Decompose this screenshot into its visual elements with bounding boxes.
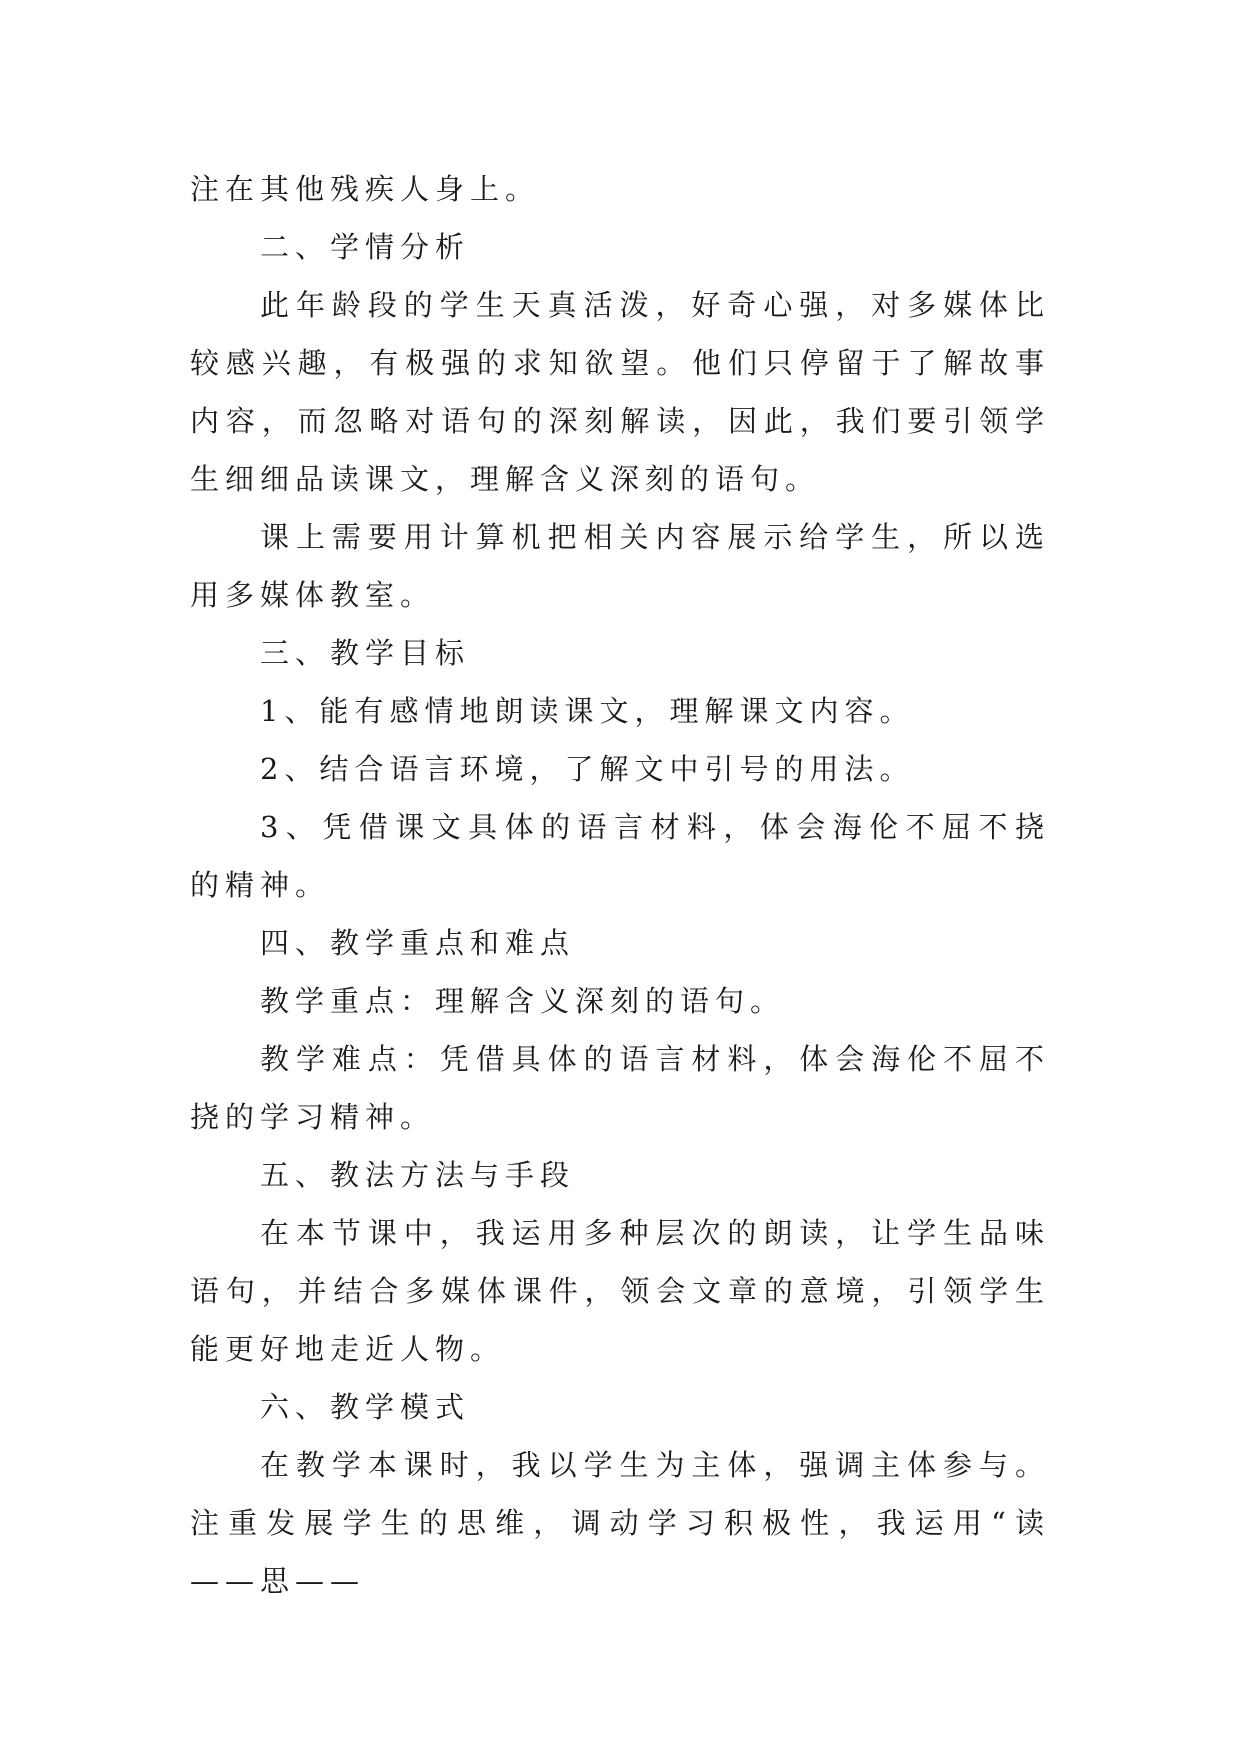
paragraph-teaching-mode: 在教学本课时，我以学生为主体，强调主体参与。注重发展学生的思维，调动学习积极性，我运用“读——思—— — [190, 1448, 1050, 1598]
goal-item-2: 2、结合语言环境，了解文中引号的用法。 — [260, 752, 915, 786]
paragraph-methods: 在本节课中，我运用多种层次的朗读，让学生品味语句，并结合多媒体课件，领会文章的意境，引领学生能更好地走近人物。 — [190, 1216, 1050, 1366]
document-body — [190, 160, 1050, 1610]
section-heading-teaching-goals: 三、教学目标 — [260, 636, 471, 670]
goal-item-3: 3、凭借课文具体的语言材料，体会海伦不屈不挠的精神。 — [190, 810, 1050, 902]
section-heading-learning-analysis: 二、学情分析 — [260, 230, 471, 264]
paragraph-learning-analysis: 此年龄段的学生天真活泼，好奇心强，对多媒体比较感兴趣，有极强的求知欲望。他们只停留于了解故事内容，而忽略对语句的深刻解读，因此，我们要引领学生细细品读课文，理解含义深刻的语句。 — [190, 288, 1050, 496]
key-point-difficulty: 教学难点：凭借具体的语言材料，体会海伦不屈不挠的学习精神。 — [190, 1042, 1050, 1134]
paragraph-multimedia-classroom: 课上需要用计算机把相关内容展示给学生，所以选用多媒体教室。 — [190, 520, 1050, 612]
section-heading-key-points: 四、教学重点和难点 — [260, 926, 576, 960]
key-point-focus: 教学重点：理解含义深刻的语句。 — [260, 984, 786, 1018]
section-heading-teaching-mode: 六、教学模式 — [260, 1390, 471, 1424]
goal-item-1: 1、能有感情地朗读课文，理解课文内容。 — [260, 694, 915, 728]
section-heading-methods: 五、教法方法与手段 — [260, 1158, 576, 1192]
paragraph-continuation: 注在其他残疾人身上。 — [190, 172, 541, 206]
